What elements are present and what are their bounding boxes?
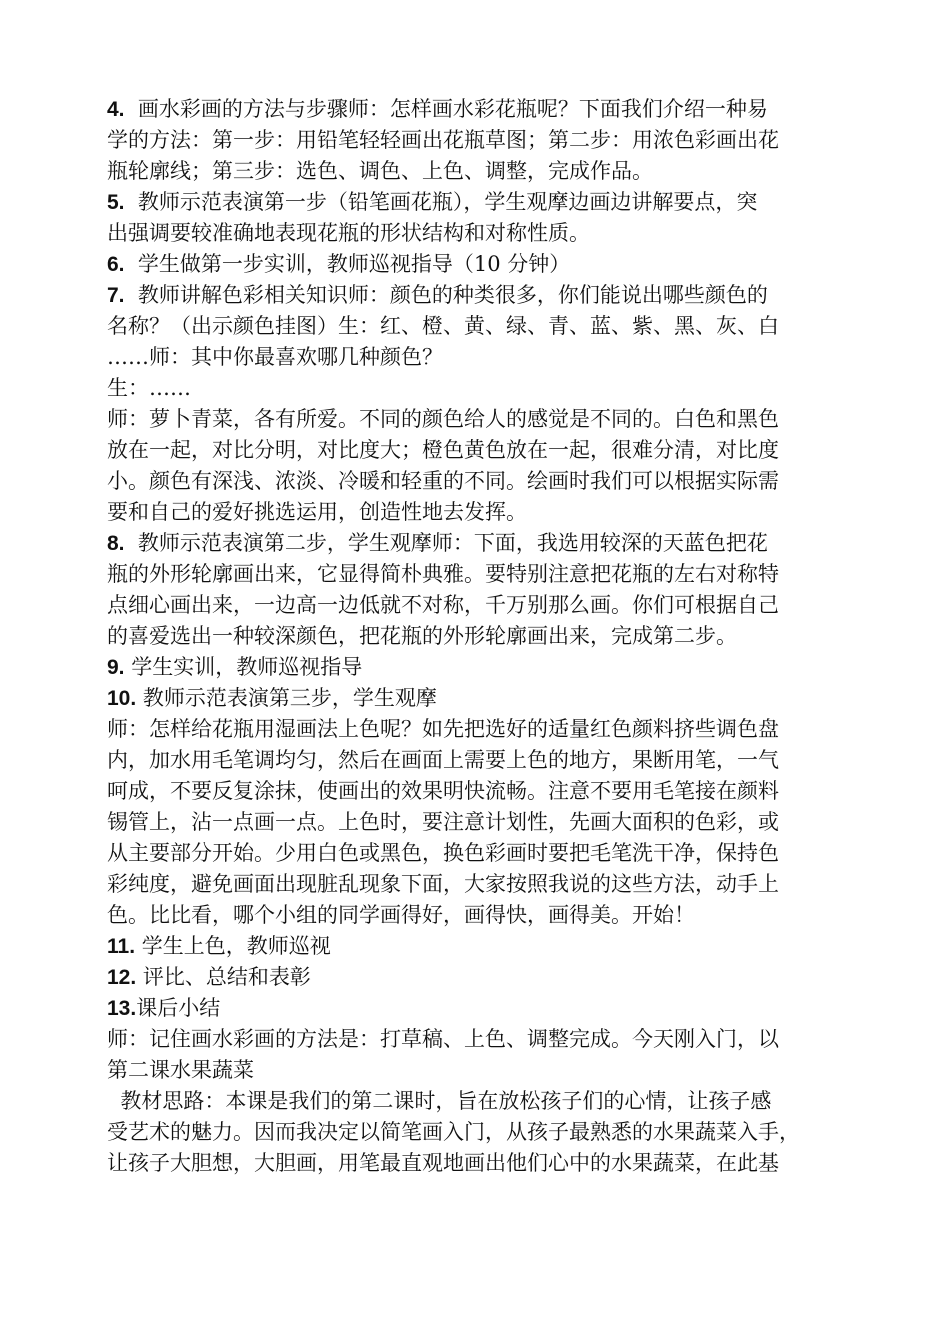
item-number: 8. [107, 532, 125, 555]
line-text: 评比、总结和表彰 [136, 965, 311, 989]
text-line [107, 218, 857, 249]
line-text: 让孩子大胆想，大胆画，用笔最直观地画出他们心中的水果蔬菜，在此基 [107, 1151, 779, 1175]
text-line [107, 1117, 857, 1148]
text-line [107, 497, 857, 528]
text-line [107, 466, 857, 497]
text-line [107, 807, 857, 838]
text-line [107, 590, 857, 621]
text-line [107, 1024, 857, 1055]
line-text: 教师示范表演第一步（铅笔画花瓶），学生观摩边画边讲解要点，突 [124, 190, 758, 214]
text-line [107, 869, 857, 900]
text-line [107, 280, 857, 311]
line-text: 学生做第一步实训，教师巡视指导（10 分钟） [124, 252, 571, 276]
text-line [107, 931, 857, 962]
line-text: ……师：其中你最喜欢哪几种颜色？ [107, 345, 443, 369]
line-text: 教师讲解色彩相关知识师：颜色的种类很多，你们能说出哪些颜色的 [124, 283, 768, 307]
line-text: 瓶的外形轮廓画出来，它显得简朴典雅。要特别注意把花瓶的左右对称特 [107, 562, 779, 586]
text-line [107, 559, 857, 590]
item-number: 4. [107, 98, 125, 121]
line-text: 呵成，不要反复涂抹，使画出的效果明快流畅。注意不要用毛笔接在颜料 [107, 779, 779, 803]
text-line [107, 435, 857, 466]
line-text: 色。比比看，哪个小组的同学画得好，画得快，画得美。开始！ [107, 903, 695, 927]
line-text: 瓶轮廓线；第三步：选色、调色、上色、调整，完成作品。 [107, 159, 653, 183]
line-text: 名称？（出示颜色挂图）生：红、橙、黄、绿、青、蓝、紫、黑、灰、白 [107, 314, 779, 338]
text-line [107, 745, 857, 776]
line-text: 彩纯度，避免画面出现脏乱现象下面，大家按照我说的这些方法，动手上 [107, 872, 779, 896]
line-text: 的喜爱选出一种较深颜色，把花瓶的外形轮廓画出来，完成第二步。 [107, 624, 737, 648]
item-number: 11. [107, 935, 136, 958]
line-text: 画水彩画的方法与步骤师：怎样画水彩花瓶呢？下面我们介绍一种易 [124, 97, 768, 121]
text-line [107, 962, 857, 993]
line-text: 师：萝卜青菜，各有所爱。不同的颜色给人的感觉是不同的。白色和黑色 [107, 407, 779, 431]
line-text: 放在一起，对比分明，对比度大；橙色黄色放在一起，很难分清，对比度 [107, 438, 779, 462]
text-line [107, 404, 857, 435]
item-number: 12. [107, 966, 137, 989]
text-line [107, 1086, 857, 1117]
text-line [107, 373, 857, 404]
line-text: 师：记住画水彩画的方法是：打草稿、上色、调整完成。今天刚入门，以 [107, 1027, 779, 1051]
line-text: 点细心画出来，一边高一边低就不对称，千万别那么画。你们可根据自己 [107, 593, 779, 617]
text-line [107, 342, 857, 373]
text-line [107, 249, 857, 280]
text-line [107, 683, 857, 714]
item-number: 7. [107, 284, 125, 307]
text-line [107, 187, 857, 218]
text-line [107, 1148, 857, 1179]
line-text: 受艺术的魅力。因而我决定以简笔画入门，从孩子最熟悉的水果蔬菜入手， [107, 1120, 800, 1144]
line-text: 锡管上，沾一点画一点。上色时，要注意计划性，先画大面积的色彩，或 [107, 810, 779, 834]
line-text: 小。颜色有深浅、浓淡、冷暖和轻重的不同。绘画时我们可以根据实际需 [107, 469, 779, 493]
line-text: 学的方法：第一步：用铅笔轻轻画出花瓶草图；第二步：用浓色彩画出花 [107, 128, 779, 152]
line-text: 教师示范表演第二步，学生观摩师：下面，我选用较深的天蓝色把花 [124, 531, 768, 555]
text-line [107, 900, 857, 931]
text-line [107, 776, 857, 807]
item-number: 5. [107, 191, 125, 214]
line-text: 学生实训，教师巡视指导 [124, 655, 363, 679]
text-line [107, 94, 857, 125]
text-line [107, 652, 857, 683]
text-line [107, 125, 857, 156]
text-line [107, 838, 857, 869]
line-text: 从主要部分开始。少用白色或黑色，换色彩画时要把毛笔洗干净，保持色 [107, 841, 779, 865]
text-line [107, 156, 857, 187]
item-number: 10. [107, 687, 137, 710]
document-page [107, 94, 857, 1179]
item-number: 9. [107, 656, 125, 679]
line-text: 课后小结 [136, 996, 221, 1020]
line-text: 内，加水用毛笔调均匀，然后在画面上需要上色的地方，果断用笔，一气 [107, 748, 779, 772]
text-line [107, 993, 857, 1024]
item-number: 6. [107, 253, 125, 276]
line-text: 第二课水果蔬菜 [107, 1058, 254, 1082]
line-text: 生：…… [107, 376, 191, 400]
text-line [107, 528, 857, 559]
line-text: 要和自己的爱好挑选运用，创造性地去发挥。 [107, 500, 527, 524]
item-number: 13. [107, 997, 137, 1020]
line-text: 师：怎样给花瓶用湿画法上色呢？如先把选好的适量红色颜料挤些调色盘 [107, 717, 779, 741]
text-line [107, 714, 857, 745]
text-line [107, 1055, 857, 1086]
line-text: 出强调要较准确地表现花瓶的形状结构和对称性质。 [107, 221, 590, 245]
text-line [107, 311, 857, 342]
text-line [107, 621, 857, 652]
line-text: 教师示范表演第三步，学生观摩 [136, 686, 437, 710]
line-text: 教材思路：本课是我们的第二课时，旨在放松孩子们的心情，让孩子感 [107, 1089, 772, 1113]
line-text: 学生上色，教师巡视 [135, 934, 331, 958]
